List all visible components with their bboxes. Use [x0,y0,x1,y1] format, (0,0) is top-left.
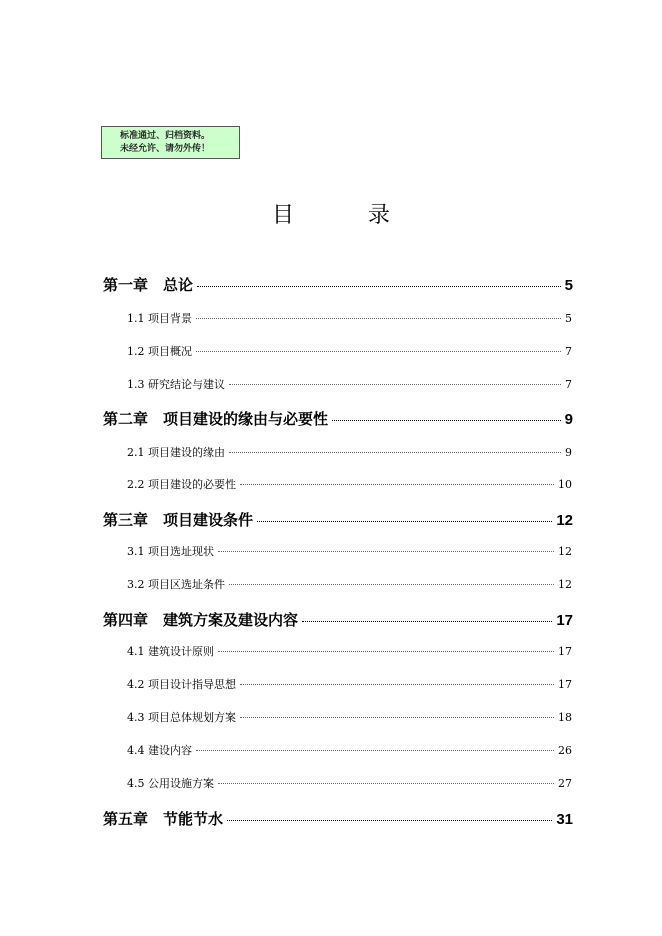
toc-section-entry[interactable] [127,676,572,692]
toc-chapter-entry[interactable] [103,509,573,530]
toc-dot-leader [229,452,561,453]
toc-dot-leader [197,286,561,287]
toc-section-entry[interactable] [127,310,572,326]
toc-dot-leader [196,318,561,319]
toc-page-number: 5 [564,277,573,294]
toc-dot-leader [227,820,552,821]
toc-dot-leader [218,783,554,784]
toc-dot-leader [240,717,554,718]
toc-page-number: 17 [558,678,572,691]
toc-page-number: 27 [558,777,572,790]
toc-section-entry[interactable] [127,343,572,359]
toc-page-number: 7 [565,378,572,391]
toc-entry-label: 2.1 项目建设的缘由 [127,446,225,459]
toc-entry-label: 1.3 研究结论与建议 [127,378,225,391]
toc-page-number: 5 [565,312,572,325]
toc-entry-label: 第三章 项目建设条件 [103,511,254,529]
toc-page-number: 18 [558,711,572,724]
toc-section-entry[interactable] [127,742,572,758]
confidential-stamp [101,126,240,159]
toc-dot-leader [240,684,554,685]
toc-chapter-entry[interactable] [103,808,573,829]
toc-section-entry[interactable] [127,444,572,460]
toc-page-number: 9 [564,411,573,428]
toc-entry-label: 3.2 项目区选址条件 [127,578,225,591]
toc-entry-label: 4.2 项目设计指导思想 [127,678,236,691]
toc-dot-leader [332,420,561,421]
toc-section-entry[interactable] [127,476,572,492]
toc-entry-label: 1.1 项目背景 [127,312,192,325]
toc-page-number: 17 [558,645,572,658]
toc-dot-leader [196,351,561,352]
toc-dot-leader [257,521,552,522]
toc-chapter-entry[interactable] [103,274,573,295]
toc-entry-label: 4.4 建设内容 [127,744,192,757]
toc-dot-leader [218,651,554,652]
toc-entry-label: 4.5 公用设施方案 [127,777,214,790]
toc-page-number: 17 [556,612,573,629]
toc-entry-label: 4.3 项目总体规划方案 [127,711,236,724]
toc-section-entry[interactable] [127,543,572,559]
toc-chapter-entry[interactable] [103,408,573,429]
toc-page-number: 31 [556,811,573,828]
stamp-line-1: 标准通过、归档资料。 [120,131,211,141]
toc-entry-label: 第一章 总论 [103,276,194,294]
toc-page-number: 26 [558,744,572,757]
page-title: 目录 [271,203,464,228]
toc-section-entry[interactable] [127,643,572,659]
toc-entry-label: 第五章 节能节水 [103,810,224,828]
toc-dot-leader [196,750,554,751]
toc-section-entry[interactable] [127,376,572,392]
toc-entry-label: 2.2 项目建设的必要性 [127,478,236,491]
toc-entry-label: 1.2 项目概况 [127,345,192,358]
toc-dot-leader [240,484,554,485]
toc-section-entry[interactable] [127,709,572,725]
toc-section-entry[interactable] [127,775,572,791]
toc-page-number: 12 [558,545,572,558]
toc-dot-leader [229,584,554,585]
toc-chapter-entry[interactable] [103,609,573,630]
toc-page-number: 9 [565,446,572,459]
toc-dot-leader [218,551,554,552]
toc-section-entry[interactable] [127,576,572,592]
toc-dot-leader [229,384,561,385]
toc-dot-leader [302,621,552,622]
toc-entry-label: 第二章 项目建设的缘由与必要性 [103,410,329,428]
toc-page-number: 10 [558,478,572,491]
toc-page-number: 12 [556,512,573,529]
toc-page-number: 7 [565,345,572,358]
toc-entry-label: 3.1 项目选址现状 [127,545,214,558]
stamp-line-2: 未经允许、请勿外传！ [120,144,211,154]
toc-page-number: 12 [558,578,572,591]
toc-entry-label: 4.1 建筑设计原则 [127,645,214,658]
toc-entry-label: 第四章 建筑方案及建设内容 [103,611,299,629]
